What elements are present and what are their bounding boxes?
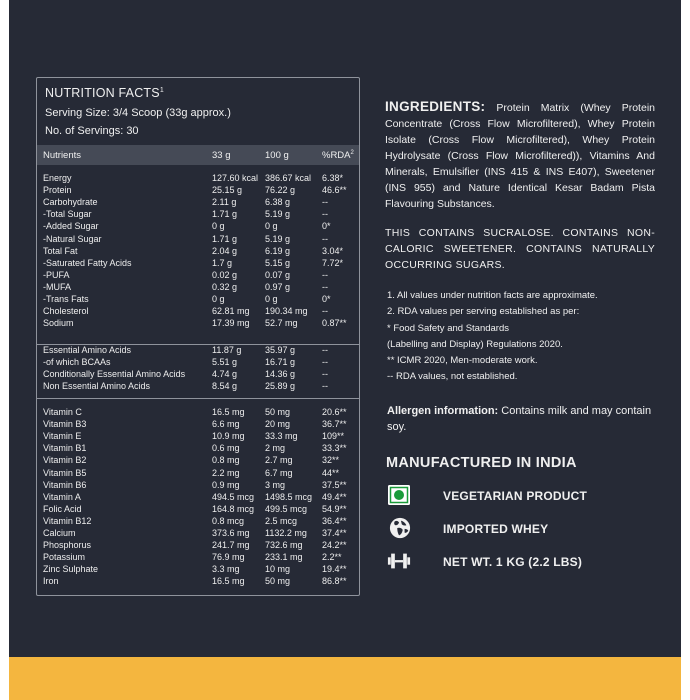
nutrient-name: -Trans Fats <box>43 294 89 304</box>
nutrient-name: Conditionally Essential Amino Acids <box>43 369 186 380</box>
table-row <box>37 407 359 419</box>
per-33g-value: 127.60 kcal <box>212 173 259 183</box>
per-33g-value: 16.5 mg <box>212 407 245 417</box>
table-row <box>37 306 359 318</box>
per-100g-value: 6.19 g <box>265 245 291 256</box>
table-row <box>37 357 359 369</box>
per-33g-value: 11.87 g <box>212 345 242 355</box>
per-100g-value: 190.34 mg <box>265 306 308 317</box>
rda-value: 32** <box>322 455 340 466</box>
per-100g-value: 33.3 mg <box>265 431 298 442</box>
rda-value: 44** <box>322 467 340 478</box>
rda-value: 49.4** <box>322 491 347 502</box>
nutrient-name: Carbohydrate <box>43 197 98 208</box>
table-row <box>37 516 359 528</box>
servings-count: No. of Servings: 30 <box>45 125 139 137</box>
per-33g-value: 0 g <box>212 221 225 232</box>
rda-value: 2.2** <box>322 552 342 563</box>
per-100g-value: 6.7 mg <box>265 467 293 478</box>
nutrient-name: Energy <box>43 173 72 183</box>
nutrient-name: Calcium <box>43 528 76 538</box>
per-100g-value: 5.15 g <box>265 257 291 268</box>
table-header <box>37 145 359 165</box>
nutrient-name: Non Essential Amino Acids <box>43 381 151 392</box>
per-100g-value: 50 mg <box>265 576 291 587</box>
per-33g-value: 6.6 mg <box>212 419 240 430</box>
per-100g-value: 52.7 mg <box>265 318 298 329</box>
rda-value: 37.4** <box>322 528 347 538</box>
rda-value: 54.9** <box>322 503 347 514</box>
rda-value: -- <box>322 306 328 317</box>
table-row <box>37 552 359 564</box>
nutrient-name: Vitamin C <box>43 407 82 417</box>
rda-value: -- <box>322 369 328 380</box>
rda-value: 20.6** <box>322 407 347 417</box>
per-100g-value: 20 mg <box>265 419 291 430</box>
nutrient-name: Folic Acid <box>43 503 82 514</box>
per-100g-value: 732.6 mg <box>265 540 303 551</box>
group-divider <box>37 398 359 399</box>
table-row <box>37 246 359 258</box>
header-rda <box>322 150 354 161</box>
allergen-label: Allergen information: <box>387 405 499 417</box>
table-row <box>37 197 359 209</box>
nutrient-name: -Added Sugar <box>43 221 99 232</box>
table-row <box>37 564 359 576</box>
rda-value: 109** <box>322 431 345 442</box>
table-row <box>37 480 359 492</box>
per-100g-value: 14.36 g <box>265 369 296 380</box>
per-100g-value: 5.19 g <box>265 209 291 220</box>
rda-value: 19.4** <box>322 564 347 575</box>
per-33g-value: 4.74 g <box>212 369 238 380</box>
table-row <box>37 345 359 357</box>
nutrient-name: Zinc Sulphate <box>43 564 99 575</box>
nutrient-name: Vitamin B3 <box>43 419 87 430</box>
table-row <box>37 294 359 306</box>
per-100g-value: 3 mg <box>265 479 286 490</box>
rda-value: 3.04* <box>322 245 344 256</box>
rda-value: -- <box>322 233 328 244</box>
rda-value: -- <box>322 281 328 292</box>
per-100g-value: 5.19 g <box>265 233 291 244</box>
per-33g-value: 1.7 g <box>212 257 233 268</box>
per-100g-value: 10 mg <box>265 564 291 575</box>
rda-value: 0* <box>322 221 331 232</box>
feature-label: NET WT. 1 KG (2.2 LBS) <box>443 555 583 569</box>
per-100g-value: 16.71 g <box>265 357 296 368</box>
dumbbell-icon <box>387 550 411 572</box>
table-row <box>37 221 359 233</box>
per-33g-value: 241.7 mg <box>212 540 250 551</box>
nutrient-name: Vitamin A <box>43 491 81 502</box>
per-33g-value: 5.51 g <box>212 357 238 368</box>
manufactured-heading: MANUFACTURED IN INDIA <box>386 455 577 471</box>
per-33g-value: 2.11 g <box>212 197 237 208</box>
ingredients-heading: INGREDIENTS: <box>385 99 486 114</box>
table-row <box>37 455 359 467</box>
nutrient-name: -Saturated Fatty Acids <box>43 257 132 268</box>
per-33g-value: 3.3 mg <box>212 564 240 575</box>
rda-value: 36.4** <box>322 515 347 526</box>
table-row <box>37 540 359 552</box>
table-row <box>37 528 359 540</box>
rda-value: -- <box>322 209 328 220</box>
per-100g-value: 2.5 mcg <box>265 515 298 526</box>
per-33g-value: 8.54 g <box>212 381 238 392</box>
ingredients-text: Protein Matrix (Whey Protein Concentrate (Cross Flow Microfiltered), Whey Protein Isolate (Cross Flow Microfiltered), Whey Protein Hydrolysate (Cross Flow Microfiltered)), Vitamins And Minerals, Emulsifier (INS 415 & INS E407), Sweetener (INS 955) and Nature Identical Kesar Badam Pista Flavouring Substances. <box>385 102 655 210</box>
nutrient-name: -PUFA <box>43 269 70 280</box>
nutrient-name: Cholesterol <box>43 306 89 317</box>
facts-title-footnote: 1 <box>159 86 164 94</box>
per-100g-value: 35.97 g <box>265 345 296 355</box>
footnote-line: ** ICMR 2020, Men-moderate work. <box>387 355 538 367</box>
table-row <box>37 369 359 381</box>
per-100g-value: 25.89 g <box>265 381 296 392</box>
nutrient-name: Vitamin B12 <box>43 515 92 526</box>
nutrient-name: Vitamin E <box>43 431 82 442</box>
nutrient-name: Vitamin B6 <box>43 479 87 490</box>
per-33g-value: 16.5 mg <box>212 576 245 587</box>
per-33g-value: 0.8 mcg <box>212 515 245 526</box>
per-33g-value: 494.5 mcg <box>212 491 255 502</box>
per-33g-value: 0.02 g <box>212 269 238 280</box>
table-row <box>37 318 359 330</box>
feature-label: IMPORTED WHEY <box>443 522 549 536</box>
nutrient-name: Vitamin B2 <box>43 455 87 466</box>
rda-value: 37.5** <box>322 479 347 490</box>
per-33g-value: 10.9 mg <box>212 431 245 442</box>
nutrient-name: Iron <box>43 576 59 587</box>
rda-value: 46.6** <box>322 185 347 196</box>
per-100g-value: 233.1 mg <box>265 552 303 563</box>
sucralose-note: THIS CONTAINS SUCRALOSE. CONTAINS NON-CALORIC SWEETENER. CONTAINS NATURALLY OCCURRING SUGARS. <box>385 227 655 271</box>
per-33g-value: 373.6 mg <box>212 528 250 538</box>
rda-value: 36.7** <box>322 419 347 430</box>
per-100g-value: 386.67 kcal <box>265 173 312 183</box>
facts-title-text: NUTRITION FACTS <box>45 86 160 100</box>
ingredients-block <box>385 99 655 212</box>
per-33g-value: 0.32 g <box>212 281 238 292</box>
rda-value: 6.38* <box>322 173 344 183</box>
rda-value: 24.2** <box>322 540 347 551</box>
per-33g-value: 164.8 mcg <box>212 503 255 514</box>
table-row <box>37 185 359 197</box>
nutrient-name: Potassium <box>43 552 86 563</box>
footnotes <box>387 288 677 386</box>
nutrient-name: -of which BCAAs <box>43 357 111 368</box>
per-33g-value: 2.2 mg <box>212 467 240 478</box>
rda-value: -- <box>322 345 328 355</box>
footnote-line: 2. RDA values per serving established as per: <box>387 306 580 318</box>
per-100g-value: 76.22 g <box>265 185 296 196</box>
nutrient-name: -MUFA <box>43 281 71 292</box>
footnote-line: 1. All values under nutrition facts are approximate. <box>387 290 598 301</box>
table-row <box>37 234 359 246</box>
table-row <box>37 173 359 185</box>
table-row <box>37 576 359 588</box>
rda-value: 7.72* <box>322 257 344 268</box>
rda-value: 0* <box>322 294 331 304</box>
nutrient-name: -Natural Sugar <box>43 233 102 244</box>
rda-value: -- <box>322 197 328 208</box>
per-100g-value: 0 g <box>265 221 278 232</box>
header-rda-text: %RDA <box>322 150 351 162</box>
table-row <box>37 443 359 455</box>
table-row <box>37 419 359 431</box>
per-33g-value: 0.9 mg <box>212 479 240 490</box>
accent-band <box>9 657 681 700</box>
per-100g-value: 1498.5 mcg <box>265 491 313 502</box>
table-row <box>37 258 359 270</box>
nutrient-name: Sodium <box>43 318 74 329</box>
per-100g-value: 499.5 mcg <box>265 503 308 514</box>
per-33g-value: 0.8 mg <box>212 455 240 466</box>
header-100g: 100 g <box>265 150 289 161</box>
footnote-line: -- RDA values, not established. <box>387 371 518 383</box>
per-33g-value: 2.04 g <box>212 245 238 256</box>
per-100g-value: 0.07 g <box>265 269 291 280</box>
nutrient-name: Essential Amino Acids <box>43 345 132 355</box>
per-33g-value: 0.6 mg <box>212 443 240 454</box>
serving-size: Serving Size: 3/4 Scoop (33g approx.) <box>45 107 231 119</box>
table-row <box>37 492 359 504</box>
per-33g-value: 0 g <box>212 294 225 304</box>
header-33g: 33 g <box>212 150 231 161</box>
rda-value: -- <box>322 269 328 280</box>
nutrient-name: Phosphorus <box>43 540 92 551</box>
rda-value: 33.3** <box>322 443 347 454</box>
per-33g-value: 25.15 g <box>212 185 243 196</box>
nutrient-name: Vitamin B1 <box>43 443 87 454</box>
per-33g-value: 1.71 g <box>212 233 238 244</box>
nutrient-name: Protein <box>43 185 72 196</box>
nutrient-name: Vitamin B5 <box>43 467 87 478</box>
allergen-text: Contains milk and may contain soy. <box>387 405 652 433</box>
rda-value: 86.8** <box>322 576 347 587</box>
table-row <box>37 431 359 443</box>
nutrient-name: -Total Sugar <box>43 209 92 220</box>
facts-title <box>45 86 164 100</box>
header-rda-footnote: 2 <box>350 150 354 156</box>
table-row <box>37 270 359 282</box>
per-33g-value: 62.81 mg <box>212 306 250 317</box>
per-100g-value: 2 mg <box>265 443 286 454</box>
per-33g-value: 1.71 g <box>212 209 238 220</box>
allergen-info <box>387 403 662 435</box>
rda-value: -- <box>322 357 328 368</box>
per-100g-value: 0.97 g <box>265 281 291 292</box>
per-100g-value: 6.38 g <box>265 197 291 208</box>
per-100g-value: 2.7 mg <box>265 455 293 466</box>
nutrition-facts-table <box>36 77 360 596</box>
rda-value: -- <box>322 381 328 392</box>
table-row <box>37 381 359 393</box>
per-33g-value: 17.39 mg <box>212 318 250 329</box>
veg-mark-icon <box>387 484 411 506</box>
footnote-line: * Food Safety and Standards <box>387 322 509 334</box>
footnote-line: (Labelling and Display) Regulations 2020. <box>387 338 563 350</box>
header-nutrients: Nutrients <box>43 150 82 161</box>
table-row <box>37 468 359 480</box>
per-100g-value: 0 g <box>265 294 278 304</box>
feature-label: VEGETARIAN PRODUCT <box>443 489 588 503</box>
globe-icon <box>388 517 412 539</box>
rda-value: 0.87** <box>322 318 347 329</box>
table-row <box>37 504 359 516</box>
nutrient-name: Total Fat <box>43 245 78 256</box>
per-100g-value: 1132.2 mg <box>265 528 307 538</box>
table-row <box>37 209 359 221</box>
per-33g-value: 76.9 mg <box>212 552 245 563</box>
table-row <box>37 282 359 294</box>
per-100g-value: 50 mg <box>265 407 291 417</box>
